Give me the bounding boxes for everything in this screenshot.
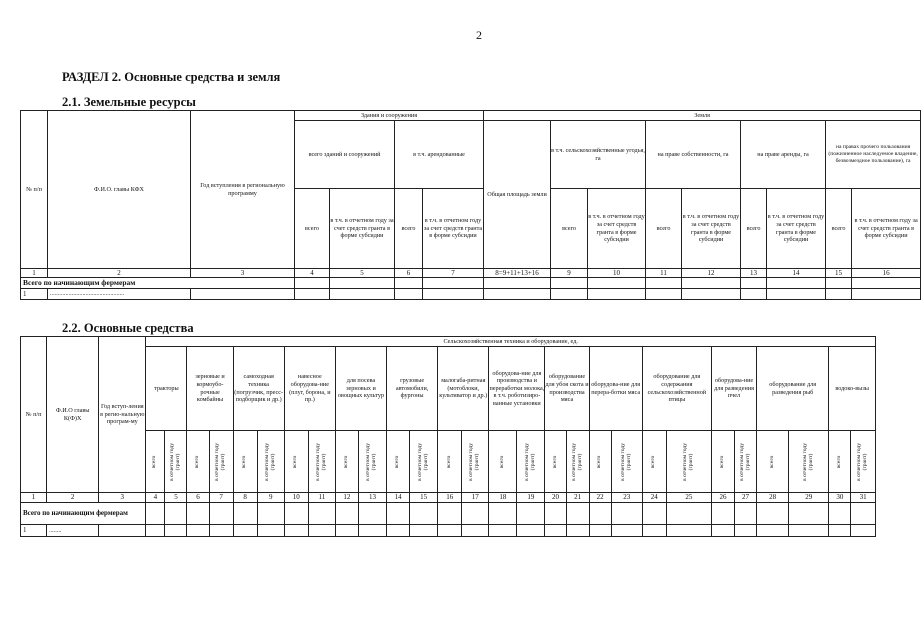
table-cell[interactable] <box>165 525 187 537</box>
col-header-ownership: на праве собственности, га <box>646 121 741 189</box>
column-number: 13 <box>358 493 386 503</box>
column-number: 1 <box>21 493 47 503</box>
table-cell[interactable] <box>545 503 566 525</box>
assets-table <box>20 336 876 537</box>
table-row <box>21 503 876 525</box>
table-cell[interactable] <box>757 503 789 525</box>
column-number: 8 <box>233 493 257 503</box>
column-number: 24 <box>642 493 666 503</box>
table-cell[interactable] <box>99 525 146 537</box>
column-number: 11 <box>308 493 335 503</box>
table-cell[interactable] <box>517 525 545 537</box>
table-cell[interactable] <box>767 289 826 300</box>
col-header-incl-grant <box>410 431 438 493</box>
group-header: оборудова-ние для разведения пчел <box>711 347 756 431</box>
table-cell[interactable] <box>358 503 386 525</box>
land-heading: 2.1. Земельные ресурсы <box>62 95 196 109</box>
table-cell[interactable] <box>642 525 666 537</box>
column-number: 13 <box>741 269 767 278</box>
column-number: 14 <box>767 269 826 278</box>
table-cell[interactable] <box>395 289 423 300</box>
col-header-incl-grant-label: в отчетном году (грант) <box>682 442 694 481</box>
col-header-incl-grant: в т.ч. в отчетном году за счет средств гранта в форме субсидии <box>588 189 646 269</box>
group-header: самоходная техника (погрузчик, пресс-подборщик и др.) <box>233 347 284 431</box>
table-row <box>21 525 876 537</box>
col-header-total <box>146 431 165 493</box>
assets-heading: 2.2. Основные средства <box>62 321 194 335</box>
col-header-total-label: всего <box>151 455 158 468</box>
table-cell[interactable] <box>257 525 284 537</box>
column-number: 17 <box>462 493 489 503</box>
column-number: 5 <box>165 493 187 503</box>
col-header-incl-grant-label: в отчетном году (грант) <box>619 442 632 481</box>
column-number: 19 <box>517 493 545 503</box>
column-number: 4 <box>146 493 165 503</box>
table-cell[interactable] <box>187 525 209 537</box>
table-cell[interactable] <box>462 525 489 537</box>
col-header-total <box>284 431 308 493</box>
col-header-total-label: всего <box>498 455 505 468</box>
group-header: для посева зерновых и овощных культур <box>335 347 386 431</box>
col-header-incl-grant <box>209 431 233 493</box>
col-header-incl-grant-label: в отчетном году (грант) <box>169 442 181 481</box>
table-cell[interactable] <box>735 525 757 537</box>
col-header-total: всего <box>551 189 588 269</box>
column-number: 7 <box>423 269 484 278</box>
col-header-total-label: всего <box>719 455 726 468</box>
table-cell[interactable] <box>589 525 611 537</box>
col-header-total-label: всего <box>241 455 248 468</box>
group-header: оборудование для содержания сельскохозяйственной птицы <box>642 347 711 431</box>
col-header-total <box>489 431 517 493</box>
table-cell[interactable] <box>826 278 852 289</box>
column-number: 15 <box>410 493 438 503</box>
table-cell[interactable] <box>423 289 484 300</box>
col-header-total-label: всего <box>292 455 299 468</box>
col-header-total-label: всего <box>551 455 558 468</box>
column-number: 30 <box>829 493 851 503</box>
column-number: 31 <box>851 493 876 503</box>
col-header-incl-grant-label: в отчетном году (грант) <box>416 442 429 481</box>
table-cell[interactable] <box>489 503 517 525</box>
col-header-incl-grant: в т.ч. в отчетном году за счет средств гранта в форме субсидии <box>330 189 395 269</box>
row-number: 1 <box>21 525 47 537</box>
col-header-total <box>545 431 566 493</box>
col-header-fio: Ф.И.О главы К(Ф)Х <box>47 337 99 493</box>
table-cell[interactable] <box>789 503 829 525</box>
col-header-total-label: всего <box>650 455 657 468</box>
column-number: 10 <box>284 493 308 503</box>
col-header-total: всего <box>395 189 423 269</box>
col-header-fio: Ф.И.О. главы КФХ <box>48 111 191 269</box>
col-header-incl-grant-label: в отчетном году (грант) <box>801 442 814 481</box>
table-cell[interactable] <box>295 289 330 300</box>
col-header-total <box>589 431 611 493</box>
column-number: 9 <box>257 493 284 503</box>
group-header: зерновые и кормоубо-рочные комбайны <box>187 347 233 431</box>
col-header-incl-grant <box>851 431 876 493</box>
table-cell[interactable] <box>741 289 767 300</box>
table-cell[interactable] <box>438 503 462 525</box>
col-header-incl-grant <box>462 431 489 493</box>
table-cell[interactable] <box>165 503 187 525</box>
col-header-other-rights: на правах прочего пользования (пожизненное наследуемое владение, безвозмездное пользование), га <box>826 121 921 189</box>
table-cell[interactable] <box>358 525 386 537</box>
group-header: оборудова-ние для перера-ботки мяса <box>589 347 642 431</box>
column-number: 8=9+11+13+16 <box>484 269 551 278</box>
col-header-total <box>711 431 734 493</box>
table-cell[interactable] <box>308 503 335 525</box>
row-number: 1 <box>21 289 48 300</box>
table-cell[interactable] <box>423 278 484 289</box>
table-cell[interactable] <box>852 289 921 300</box>
col-header-incl-grant-label: в отчетном году (грант) <box>214 442 227 481</box>
col-header-total-label: всего <box>835 455 842 468</box>
column-number: 9 <box>551 269 588 278</box>
col-header-incl-rented: в т.ч. арендованные <box>395 121 484 189</box>
table-cell[interactable] <box>588 278 646 289</box>
column-number: 28 <box>757 493 789 503</box>
table-cell[interactable] <box>682 278 741 289</box>
table-cell[interactable] <box>295 278 330 289</box>
table-cell[interactable] <box>395 278 423 289</box>
col-header-incl-grant <box>666 431 711 493</box>
column-number: 2 <box>47 493 99 503</box>
col-header-total-area: Общая площадь земли <box>484 121 551 269</box>
col-header-total <box>187 431 209 493</box>
table-cell[interactable] <box>851 503 876 525</box>
col-header-incl-grant-label: в отчетном году (грант) <box>314 442 327 481</box>
col-header-no: № п/п <box>21 111 48 269</box>
col-header-incl-grant <box>789 431 829 493</box>
col-header-total: всего <box>295 189 330 269</box>
col-header-incl-grant-label: в отчетном году (грант) <box>570 442 583 481</box>
column-number: 14 <box>387 493 410 503</box>
col-header-incl-grant <box>165 431 187 493</box>
table-cell[interactable] <box>209 525 233 537</box>
table-cell[interactable] <box>330 278 395 289</box>
col-header-incl-grant: в т.ч. в отчетном году за счет средств гранта в форме субсидии <box>767 189 826 269</box>
table-cell[interactable] <box>589 503 611 525</box>
col-header-all-buildings: всего зданий и сооружений <box>295 121 395 189</box>
table-cell[interactable] <box>330 289 395 300</box>
column-number: 2 <box>48 269 191 278</box>
column-number: 3 <box>191 269 295 278</box>
table-cell[interactable] <box>551 278 588 289</box>
col-header-incl-grant: в т.ч. в отчетном году за счет средств гранта в форме субсидии <box>852 189 921 269</box>
col-header-total-label: всего <box>445 455 452 468</box>
column-number-row <box>21 493 876 503</box>
table-cell[interactable] <box>646 289 682 300</box>
column-number: 11 <box>646 269 682 278</box>
table-cell[interactable] <box>666 525 711 537</box>
table-cell[interactable] <box>410 525 438 537</box>
col-header-total <box>642 431 666 493</box>
column-number: 7 <box>209 493 233 503</box>
section-title: РАЗДЕЛ 2. Основные средства и земля <box>62 70 281 84</box>
page-number: 2 <box>476 28 482 42</box>
group-header: малогаба-ритная (мотоблоки, культиватор и др.) <box>438 347 489 431</box>
sub-header-row <box>21 431 876 493</box>
table-cell[interactable] <box>588 289 646 300</box>
table-cell[interactable] <box>387 503 410 525</box>
table-cell[interactable] <box>484 289 551 300</box>
col-header-total <box>757 431 789 493</box>
table-cell[interactable] <box>642 503 666 525</box>
column-number: 5 <box>330 269 395 278</box>
table-cell[interactable] <box>666 503 711 525</box>
table-cell[interactable] <box>284 503 308 525</box>
table-cell[interactable] <box>566 503 589 525</box>
table-cell[interactable] <box>308 525 335 537</box>
col-header-total-label: всего <box>768 455 775 468</box>
column-number: 18 <box>489 493 517 503</box>
col-header-agri-land: в т.ч. сельскохозяйственные угодья, га <box>551 121 646 189</box>
col-header-incl-grant-label: в отчетном году (грант) <box>263 442 276 481</box>
table-cell[interactable] <box>646 278 682 289</box>
table-cell[interactable] <box>757 525 789 537</box>
column-number: 26 <box>711 493 734 503</box>
column-number: 4 <box>295 269 330 278</box>
col-header-year: Год вступления в региональную программу <box>191 111 295 269</box>
col-header-no: № п/п <box>21 337 47 493</box>
col-header-total <box>829 431 851 493</box>
group-header: тракторы <box>146 347 187 431</box>
col-header-total: всего <box>741 189 767 269</box>
col-header-incl-grant <box>358 431 386 493</box>
group-header: грузовые автомобили, фургоны <box>387 347 438 431</box>
table-cell[interactable] <box>735 503 757 525</box>
column-number: 10 <box>588 269 646 278</box>
col-header-machinery: Сельскохозяйственная техника и оборудование, ед. <box>146 337 876 347</box>
col-header-total <box>233 431 257 493</box>
table-row <box>21 289 921 300</box>
column-number: 15 <box>826 269 852 278</box>
col-header-incl-grant-label: в отчетном году (грант) <box>365 442 378 481</box>
col-header-total-label: всего <box>342 455 349 468</box>
col-header-incl-grant-label: в отчетном году (грант) <box>738 442 751 481</box>
col-header-total <box>335 431 358 493</box>
table-cell[interactable] <box>566 525 589 537</box>
col-header-total: всего <box>646 189 682 269</box>
col-header-land: Земля <box>484 111 921 121</box>
table-cell[interactable] <box>611 525 642 537</box>
col-header-buildings: Здания и сооружения <box>295 111 484 121</box>
table-cell[interactable] <box>146 525 165 537</box>
col-header-incl-grant-label: в отчетном году (грант) <box>524 442 536 481</box>
table-cell[interactable] <box>410 503 438 525</box>
group-header: навесное оборудова-ние (плуг, борона, и пр.) <box>284 347 335 431</box>
table-cell[interactable] <box>335 525 358 537</box>
col-header-total: всего <box>826 189 852 269</box>
table-cell[interactable] <box>209 503 233 525</box>
table-cell[interactable] <box>711 525 734 537</box>
col-header-total-label: всего <box>394 455 401 468</box>
total-row-label: Всего по начинающим фермерам <box>21 503 146 525</box>
group-header: оборудова-ние для производства и переработки молока, в т.ч. роботизиро-ванные установки <box>489 347 545 431</box>
table-cell[interactable] <box>335 503 358 525</box>
table-cell[interactable] <box>611 503 642 525</box>
table-cell[interactable] <box>829 503 851 525</box>
table-cell[interactable] <box>682 289 741 300</box>
table-cell[interactable] <box>852 278 921 289</box>
table-cell[interactable] <box>829 525 851 537</box>
column-number: 16 <box>852 269 921 278</box>
table-row <box>21 278 921 289</box>
table-cell[interactable] <box>284 525 308 537</box>
table-cell[interactable] <box>462 503 489 525</box>
col-header-total-label: всего <box>596 455 603 468</box>
table-cell[interactable] <box>551 289 588 300</box>
table-cell[interactable] <box>789 525 829 537</box>
land-table <box>20 110 921 300</box>
table-cell[interactable] <box>191 289 295 300</box>
column-number: 12 <box>682 269 741 278</box>
column-number: 16 <box>438 493 462 503</box>
col-header-total <box>387 431 410 493</box>
col-header-incl-grant <box>566 431 589 493</box>
col-header-incl-grant <box>257 431 284 493</box>
column-number: 6 <box>395 269 423 278</box>
col-header-incl-grant <box>517 431 545 493</box>
column-number: 1 <box>21 269 48 278</box>
col-header-total-label: всего <box>194 455 201 468</box>
col-header-year: Год вступ-ления в регио-нальную програм-му <box>99 337 146 493</box>
col-header-incl-grant <box>735 431 757 493</box>
column-number-row <box>21 269 921 278</box>
col-header-incl-grant <box>308 431 335 493</box>
table-cell[interactable] <box>711 503 734 525</box>
col-header-incl-grant: в т.ч. в отчетном году за счет средств гранта в форме субсидии <box>682 189 741 269</box>
column-number: 3 <box>99 493 146 503</box>
total-row-label: Всего по начинающим фермерам <box>21 278 295 289</box>
table-cell[interactable] <box>484 278 551 289</box>
column-number: 23 <box>611 493 642 503</box>
fio-cell[interactable]: ........ <box>47 525 99 537</box>
col-header-total <box>438 431 462 493</box>
table-cell[interactable] <box>257 503 284 525</box>
table-cell[interactable] <box>767 278 826 289</box>
table-cell[interactable] <box>233 503 257 525</box>
col-header-incl-grant-label: в отчетном году (грант) <box>468 442 481 481</box>
table-cell[interactable] <box>545 525 566 537</box>
col-header-incl-grant: в т.ч. в отчетном году за счет средств гранта в форме субсидии <box>423 189 484 269</box>
table-cell[interactable] <box>233 525 257 537</box>
column-number: 22 <box>589 493 611 503</box>
group-header: оборудование для убоя скота и производства мяса <box>545 347 589 431</box>
table-cell[interactable] <box>851 525 876 537</box>
fio-cell[interactable]: ................................................ <box>48 289 191 300</box>
table-cell[interactable] <box>826 289 852 300</box>
table-cell[interactable] <box>741 278 767 289</box>
group-header: водоко-вызы <box>829 347 876 431</box>
table-cell[interactable] <box>489 525 517 537</box>
group-header: оборудование для разведения рыб <box>757 347 829 431</box>
table-cell[interactable] <box>146 503 165 525</box>
table-cell[interactable] <box>187 503 209 525</box>
column-number: 29 <box>789 493 829 503</box>
table-cell[interactable] <box>438 525 462 537</box>
col-header-incl-grant-label: в отчетном году (грант) <box>856 442 869 481</box>
table-cell[interactable] <box>517 503 545 525</box>
column-number: 25 <box>666 493 711 503</box>
col-header-incl-grant <box>611 431 642 493</box>
column-number: 12 <box>335 493 358 503</box>
column-number: 6 <box>187 493 209 503</box>
column-number: 21 <box>566 493 589 503</box>
column-number: 27 <box>735 493 757 503</box>
table-cell[interactable] <box>387 525 410 537</box>
column-number: 20 <box>545 493 566 503</box>
col-header-lease: на праве аренды, га <box>741 121 826 189</box>
